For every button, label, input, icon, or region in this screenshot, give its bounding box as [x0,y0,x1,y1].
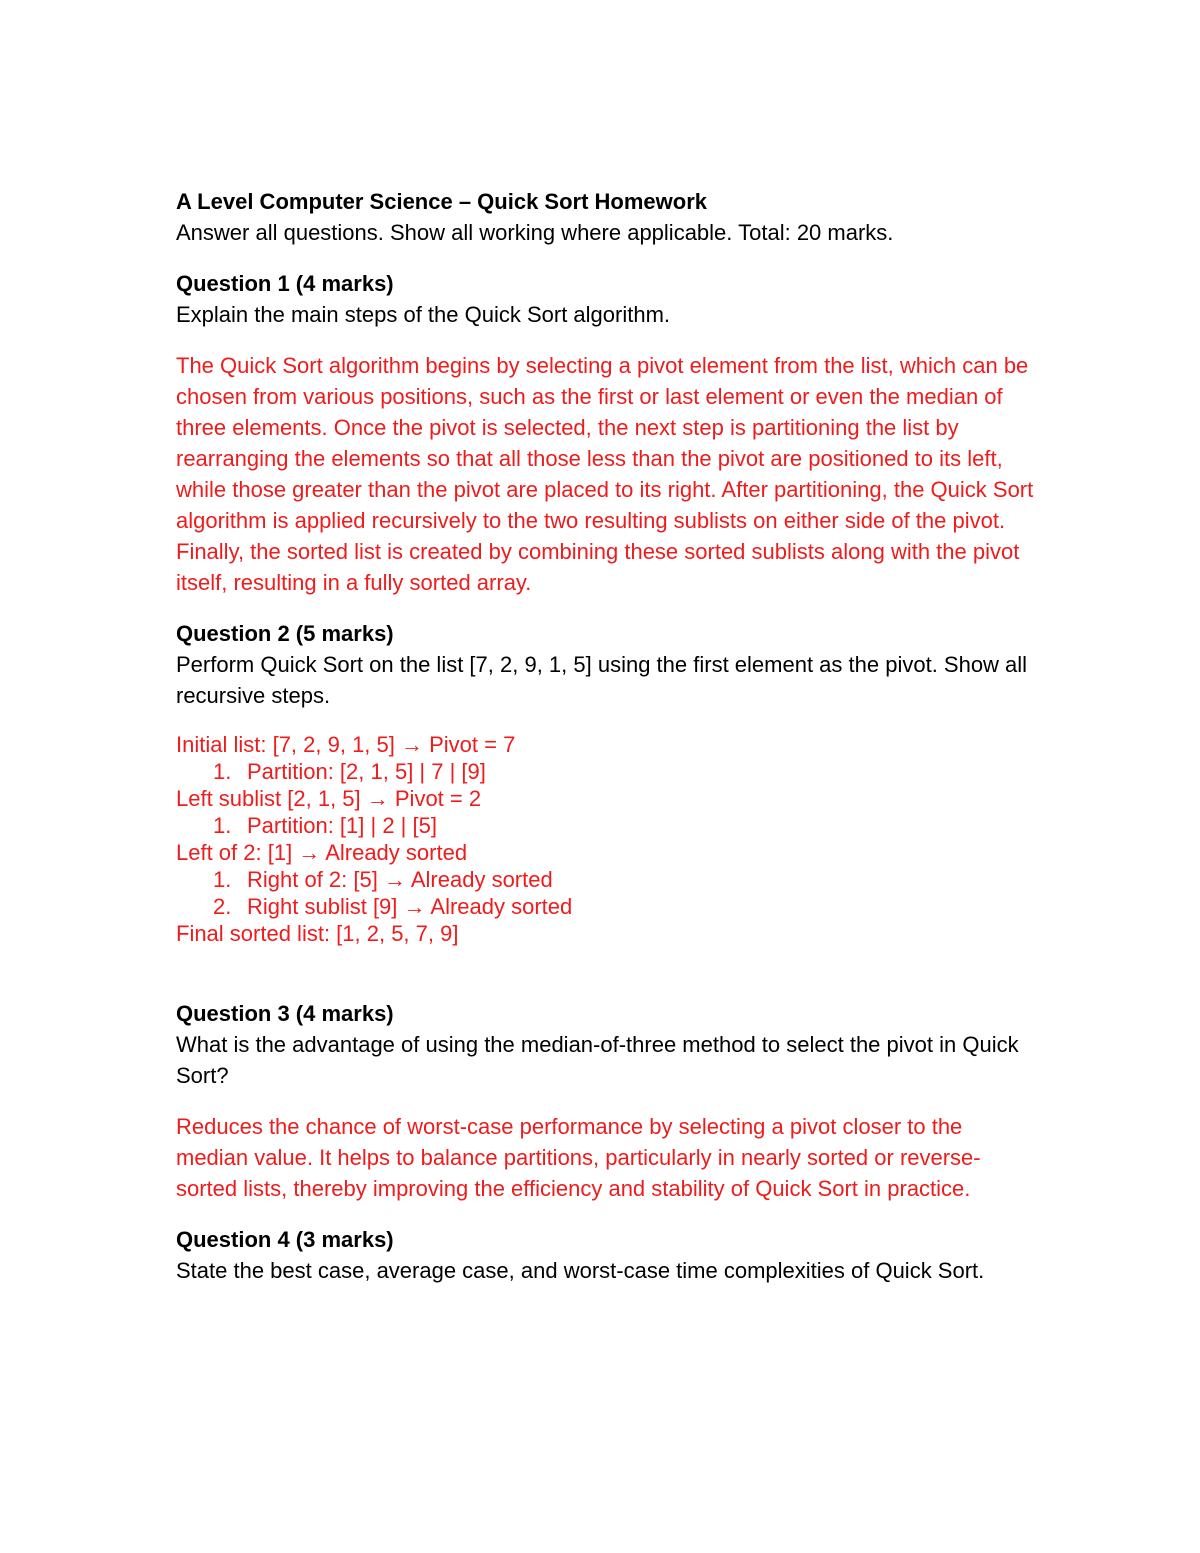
question-1-heading: Question 1 (4 marks) [176,271,394,296]
step-line [176,758,1036,785]
instructions-text: Answer all questions. Show all working where applicable. Total: 20 marks. [176,220,894,245]
step-line: Left of 2: [1] → Already sorted [176,840,468,865]
homework-content [176,186,1036,1286]
step-line [176,812,1036,839]
question-3-heading: Question 3 (4 marks) [176,1001,394,1026]
question-2-prompt: Perform Quick Sort on the list [7, 2, 9, 1, 5] using the first element as the pivot. Show all recursive steps. [176,652,1028,708]
question-2-steps [176,731,1036,947]
step-line: Left sublist [2, 1, 5] → Pivot = 2 [176,786,482,811]
step-number: 1. [213,867,232,892]
question-2-heading: Question 2 (5 marks) [176,621,394,646]
step-text: Right of 2: [5] → Already sorted [247,867,553,892]
step-line: Final sorted list: [1, 2, 5, 7, 9] [176,921,459,946]
question-3-prompt: What is the advantage of using the median-of-three method to select the pivot in Quick Sort? [176,1032,1019,1088]
step-number: 1. [213,813,232,838]
question-1-answer: The Quick Sort algorithm begins by selecting a pivot element from the list, which can be chosen from various positions, such as the first or last element or even the median of three elements. Once the pivot is selected, the next step is partitioning the list by rearranging the elements so that all those less than the pivot are positioned to its left, while those greater than the pivot are placed to its right. After partitioning, the Quick Sort algorithm is applied recursively to the two resulting sublists on either side of the pivot. Finally, the sorted list is created by combining these sorted sublists along with the pivot itself, resulting in a fully sorted array. [176,353,1034,595]
step-line [176,866,1036,893]
question-3-answer: Reduces the chance of worst-case performance by selecting a pivot closer to the median value. It helps to balance partitions, particularly in nearly sorted or reverse-sorted lists, thereby improving the efficiency and stability of Quick Sort in practice. [176,1114,981,1201]
step-number: 2. [213,894,232,919]
step-line: Initial list: [7, 2, 9, 1, 5] → Pivot = 7 [176,732,516,757]
document-title: A Level Computer Science – Quick Sort Homework [176,189,708,214]
step-text: Partition: [2, 1, 5] | 7 | [9] [247,759,486,784]
question-4-heading: Question 4 (3 marks) [176,1227,394,1252]
step-number: 1. [213,759,232,784]
question-4-prompt: State the best case, average case, and worst-case time complexities of Quick Sort. [176,1258,985,1283]
step-text: Right sublist [9] → Already sorted [247,894,573,919]
question-1-prompt: Explain the main steps of the Quick Sort algorithm. [176,302,671,327]
step-line [176,893,1036,920]
step-text: Partition: [1] | 2 | [5] [247,813,437,838]
